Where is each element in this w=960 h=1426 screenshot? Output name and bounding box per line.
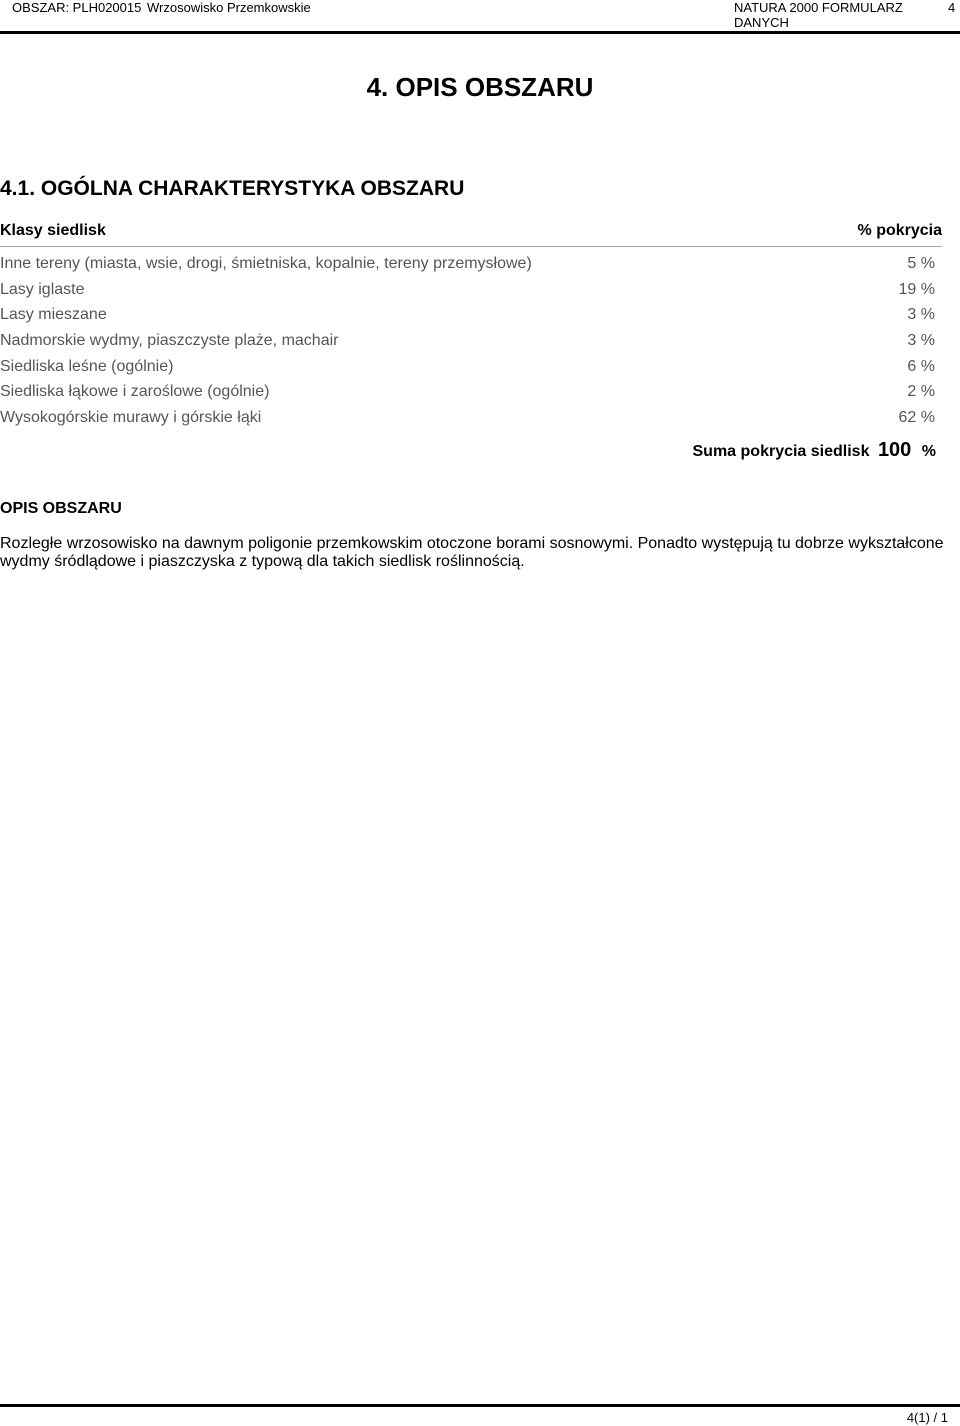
habitat-table-header	[0, 222, 942, 247]
coverage-column-header: % pokrycia	[857, 222, 942, 239]
table-row	[0, 383, 942, 409]
page-footer	[0, 1404, 960, 1426]
table-row	[0, 281, 942, 307]
table-row	[0, 358, 942, 384]
habitat-name: Siedliska leśne (ogólnie)	[0, 357, 174, 375]
footer-page-label: 4(1) / 1	[906, 1410, 948, 1425]
habitat-name: Nadmorskie wydmy, piaszczyste plaże, machair	[0, 332, 339, 350]
habitat-coverage: 19 %	[898, 280, 935, 298]
form-label: NATURA 2000 FORMULARZ DANYCH	[734, 0, 903, 30]
habitat-name: Siedliska łąkowe i zaroślowe (ogólnie)	[0, 383, 270, 401]
habitat-name: Inne tereny (miasta, wsie, drogi, śmietniska, kopalnie, tereny przemysłowe)	[0, 255, 532, 272]
site-code: OBSZAR: PLH020015	[12, 0, 142, 15]
site-name: Wrzosowisko Przemkowskie	[147, 0, 311, 15]
habitat-name: Lasy mieszane	[0, 306, 107, 324]
sum-label: Suma pokrycia siedlisk	[692, 443, 870, 460]
habitat-coverage: 6 %	[907, 357, 935, 375]
table-row	[0, 332, 942, 358]
habitat-coverage: 2 %	[907, 383, 935, 401]
habitat-coverage: 5 %	[907, 255, 935, 272]
table-row	[0, 409, 942, 435]
page-header	[0, 0, 960, 34]
habitat-name: Lasy iglaste	[0, 280, 85, 298]
section-title: 4. OPIS OBSZARU	[366, 72, 594, 102]
habitat-class-column-header: Klasy siedlisk	[0, 222, 106, 239]
table-row	[0, 255, 942, 281]
habitat-coverage: 3 %	[907, 306, 935, 324]
habitat-table	[0, 255, 942, 435]
coverage-sum	[693, 439, 937, 462]
sum-unit: %	[921, 443, 936, 460]
subsection-title: 4.1. OGÓLNA CHARAKTERYSTYKA OBSZARU	[0, 177, 465, 200]
table-row	[0, 306, 942, 332]
sum-value: 100	[877, 439, 912, 461]
habitat-name: Wysokogórskie murawy i górskie łąki	[0, 409, 262, 427]
description-text: Rozległe wrzosowisko na dawnym poligonie przemkowskim otoczone borami sosnowymi. Ponadto występują tu dobrze wykształcone wydmy śródlądowe i piaszczyska z typową dla takich siedlisk roślinnością.	[0, 535, 944, 570]
header-page-number: 4	[948, 0, 956, 15]
habitat-coverage: 3 %	[907, 332, 935, 350]
description-title: OPIS OBSZARU	[0, 500, 122, 517]
habitat-coverage: 62 %	[898, 409, 935, 427]
